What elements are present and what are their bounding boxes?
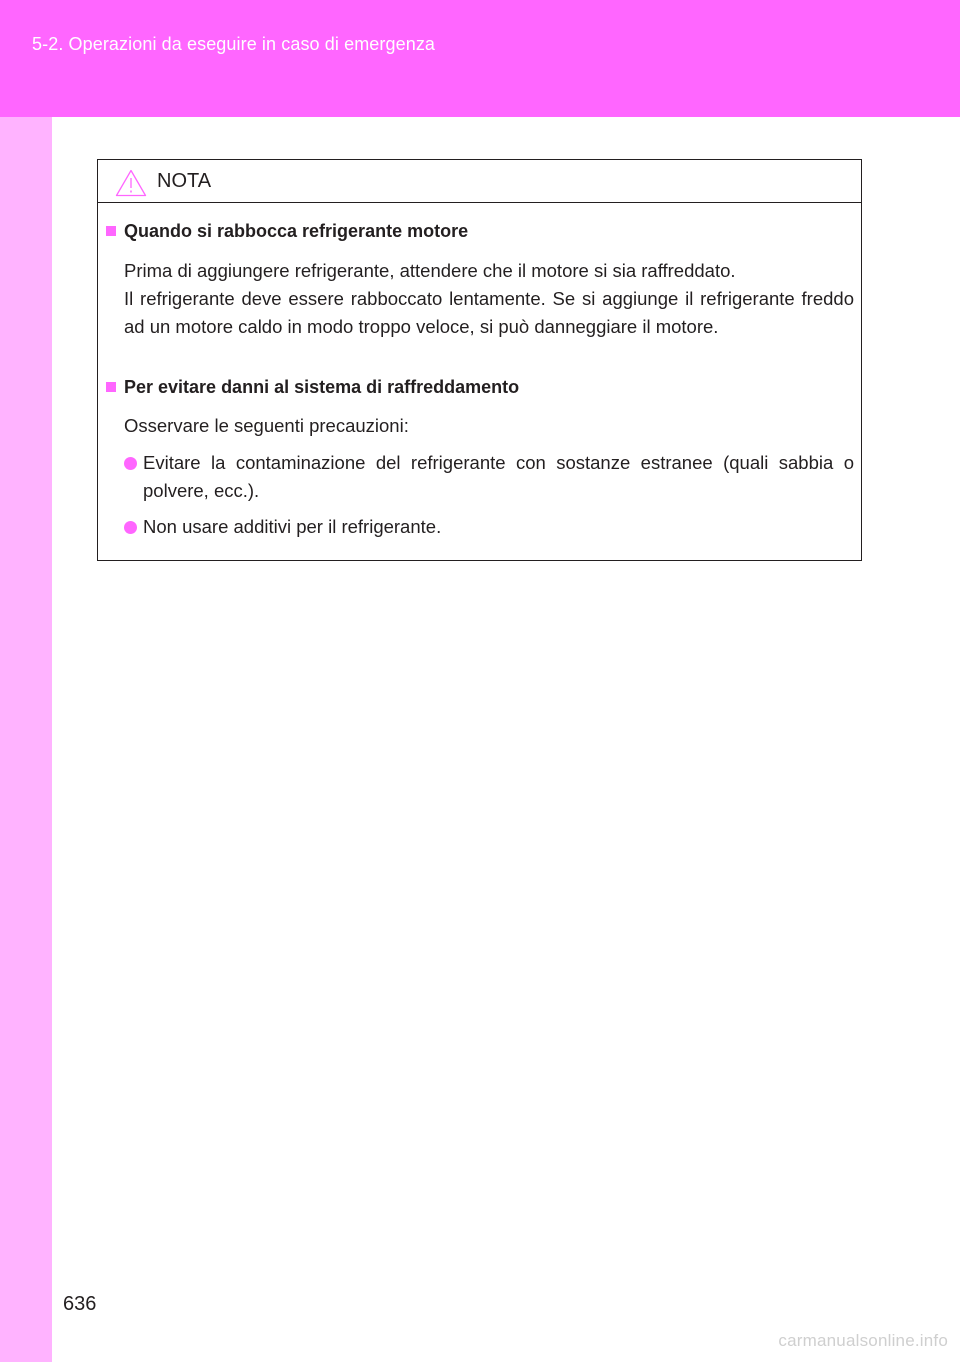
notice-header xyxy=(98,160,861,203)
list-item-text: Evitare la contaminazione del refrigerante con sostanze estranee (quali sabbia o polvere, ecc.). xyxy=(143,452,854,501)
list-item xyxy=(124,513,854,541)
warning-triangle-icon xyxy=(115,169,147,197)
paragraph-precautions-intro: Osservare le seguenti precauzioni: xyxy=(124,415,409,436)
dot-bullet-icon xyxy=(124,457,137,470)
section-heading-coolant-refill: Quando si rabbocca refrigerante motore xyxy=(106,221,468,242)
square-bullet-icon xyxy=(106,382,116,392)
dot-bullet-icon xyxy=(124,521,137,534)
paragraph-wait-cool: Prima di aggiungere refrigerante, attendere che il motore si sia raffreddato. xyxy=(124,260,736,281)
notice-title: NOTA xyxy=(157,170,212,192)
section-title: 5-2. Operazioni da eseguire in caso di emergenza xyxy=(32,34,436,54)
list-item xyxy=(124,449,854,505)
page-number: 636 xyxy=(63,1293,97,1315)
notice-box xyxy=(97,159,862,561)
section-heading-cooling-system: Per evitare danni al sistema di raffreddamento xyxy=(106,377,519,398)
watermark: carmanualsonline.info xyxy=(778,1331,948,1350)
paragraph-refill-slowly: Il refrigerante deve essere rabboccato lentamente. Se si aggiunge il refrigerante freddo ad un motore caldo in modo troppo veloce, si può danneggiare il motore. xyxy=(124,288,854,337)
section-header-band xyxy=(0,0,960,117)
list-item-text: Non usare additivi per il refrigerante. xyxy=(143,516,442,537)
side-margin-strip xyxy=(0,117,52,1362)
square-bullet-icon xyxy=(106,226,116,236)
